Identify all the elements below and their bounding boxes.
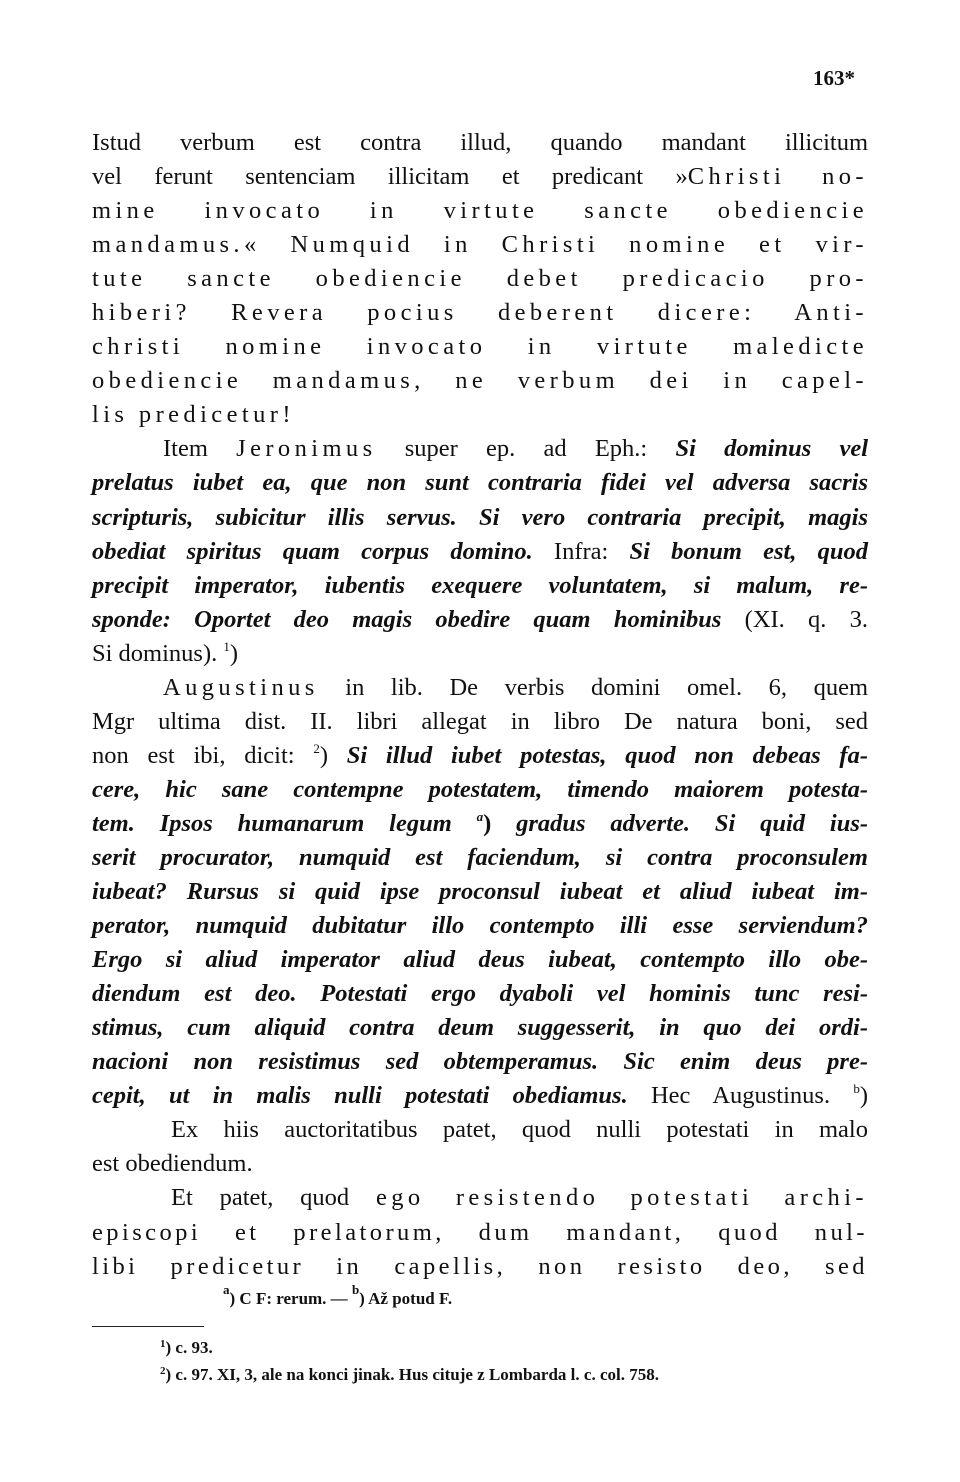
text-line: Si dominus). $^1$) — [92, 638, 239, 667]
text-line: mandamus.« Numquid in Christi nomine et vir- — [92, 231, 868, 259]
text-line: stimus, cum aliquid contra deum suggesserit, in quo dei ordi- — [92, 1014, 868, 1042]
text-line: Istud verbum est contra illud, quando mandant illicitum — [92, 129, 868, 156]
text-line: perator, numquid dubitatur illo contempto illi esse serviendum? — [92, 912, 868, 940]
footnotes — [160, 1334, 870, 1388]
apparatus-note: ) Až potud F. — [359, 1289, 453, 1308]
text-line: obediencie mandamus, ne verbum dei in capel- — [92, 367, 868, 395]
text-line: serit procurator, numquid est faciendum, si contra proconsulem — [92, 843, 868, 871]
text-line: Item Jeronimus super ep. ad Eph.: Si dominus vel — [163, 435, 869, 463]
text-line: vel ferunt sentenciam illicitam et predicant »Christi no- — [92, 163, 869, 191]
page-number: 163* — [813, 66, 855, 90]
text-line: christi nomine invocato in virtute maledicte — [92, 333, 868, 361]
footnote: $^2$) c. 97. XI, 3, ale na konci jinak. Hus cituje z Lombarda l. c. col. 758. — [160, 1365, 659, 1384]
apparatus-note: ) C F: rerum. — — [229, 1289, 348, 1308]
footnote: $^1$) c. 93. — [160, 1338, 213, 1357]
text-line: hiberi? Revera pocius deberent dicere: Anti- — [92, 299, 868, 327]
text-line: tem. Ipsos humanarum legum $^a$) gradus adverte. Si quid ius- — [92, 808, 869, 837]
text-line: diendum est deo. Potestati ergo dyaboli vel hominis tunc resi- — [92, 980, 868, 1008]
text-line: nacioni non resistimus sed obtemperamus. Sic enim deus pre- — [92, 1048, 868, 1076]
text-line: tute sancte obediencie debet predicacio pro- — [92, 265, 868, 293]
text-line: lis predicetur! — [92, 401, 295, 429]
main-text — [92, 126, 868, 1284]
text-line: Et patet, quod ego resistendo potestati archi- — [171, 1184, 869, 1212]
apparatus-mark: a — [223, 1282, 230, 1297]
text-line: scripturis, subicitur illis servus. Si vero contraria precipit, magis — [92, 503, 868, 531]
text-line: iubeat? Rursus si quid ipse proconsul iubeat et aliud iubeat im- — [92, 878, 868, 906]
text-line: Ex hiis auctoritatibus patet, quod nulli potestati in malo — [171, 1116, 868, 1144]
text-line: cepit, ut in malis nulli potestati obediamus. Hec Augustinus. $^b$) — [92, 1081, 869, 1110]
text-line: episcopi et prelatorum, dum mandant, quod nul- — [92, 1218, 868, 1246]
text-line: sponde: Oportet deo magis obedire quam hominibus (XI. q. 3. — [92, 605, 869, 633]
text-line: mine invocato in virtute sancte obediencie — [92, 197, 868, 225]
text-line: Ergo si aliud imperator aliud deus iubeat, contempto illo obe- — [92, 946, 868, 974]
text-line: cere, hic sane contempne potestatem, timendo maiorem potesta- — [92, 775, 868, 803]
text-line: est obediendum. — [92, 1150, 253, 1178]
text-line: libi predicetur in capellis, non resisto deo, sed — [92, 1252, 868, 1280]
critical-apparatus — [223, 1282, 453, 1309]
text-line: non est ibi, dicit: $^2$) Si illud iubet potestas, quod non debeas fa- — [92, 740, 868, 769]
footnote-divider — [92, 1326, 204, 1327]
text-line: prelatus iubet ea, que non sunt contraria fidei vel adversa sacris — [92, 469, 868, 497]
apparatus-mark: b — [351, 1282, 360, 1297]
text-line: obediat spiritus quam corpus domino. Infra: Si bonum est, quod — [92, 537, 869, 565]
text-line: Augustinus in lib. De verbis domini omel. 6, quem — [163, 673, 869, 701]
text-line: precipit imperator, iubentis exequere voluntatem, si malum, re- — [92, 571, 868, 599]
text-line: Mgr ultima dist. II. libri allegat in libro De natura boni, sed — [92, 707, 868, 735]
